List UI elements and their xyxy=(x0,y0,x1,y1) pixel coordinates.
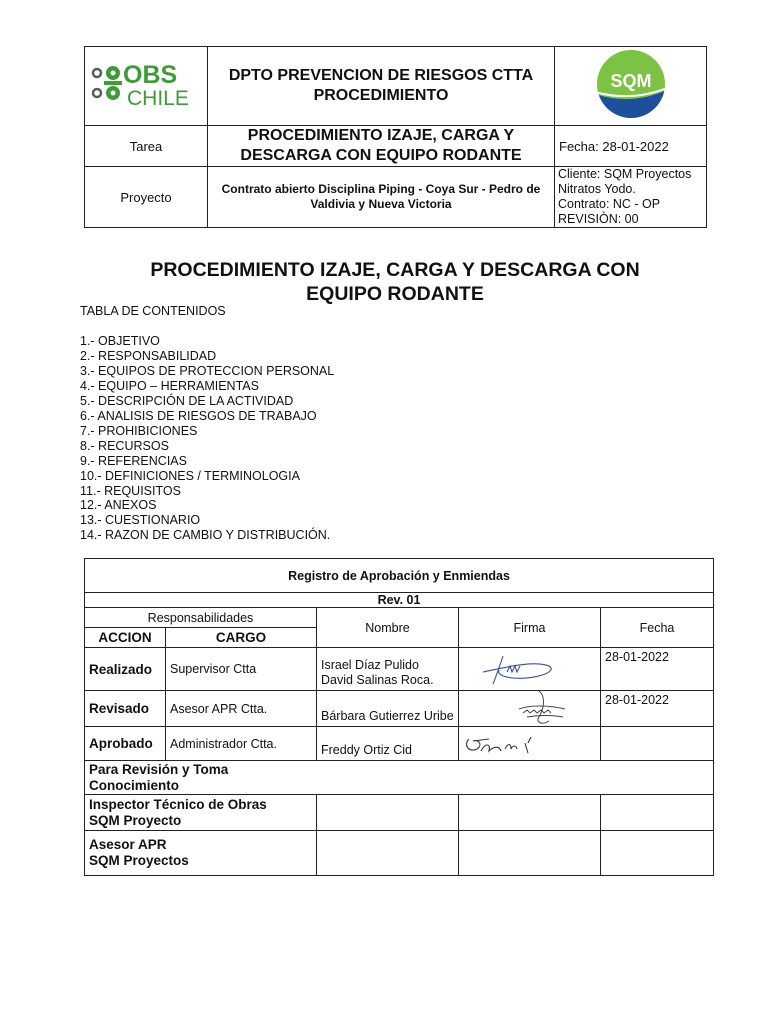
task-label: Tarea xyxy=(85,126,208,167)
toc-item: 2.- RESPONSABILIDAD xyxy=(80,348,217,363)
fecha-cell xyxy=(601,727,714,761)
person-name: David Salinas Roca. xyxy=(321,673,434,687)
asesor-cell xyxy=(85,831,317,876)
column-header-cargo: CARGO xyxy=(166,628,317,648)
toc-item: 3.- EQUIPOS DE PROTECCION PERSONAL xyxy=(80,363,335,378)
client-line: Nitratos Yodo. xyxy=(558,182,636,196)
table-of-contents xyxy=(80,334,334,543)
table-row xyxy=(85,795,714,831)
approval-table-title: Registro de Aprobación y Enmiendas xyxy=(85,559,714,593)
project-label: Proyecto xyxy=(85,167,208,228)
signature-cell xyxy=(459,795,601,831)
obs-gear-icon xyxy=(89,59,203,109)
page-title xyxy=(84,258,706,306)
department-cell xyxy=(208,47,555,126)
para-revision-cell xyxy=(85,761,714,795)
client-info xyxy=(555,167,707,228)
cargo-cell: Asesor APR Ctta. xyxy=(166,691,317,727)
toc-item: 10.- DEFINICIONES / TERMINOLOGIA xyxy=(80,468,300,483)
nombre-cell xyxy=(317,648,459,691)
asesor-line: SQM Proyectos xyxy=(89,853,189,868)
svg-text:CHILE: CHILE xyxy=(127,86,189,109)
sqm-logo xyxy=(555,47,707,126)
contract-description: Contrato abierto Disciplina Piping - Coya Sur - Pedro de Valdivia y Nueva Victoria xyxy=(208,167,555,228)
column-header-fecha: Fecha xyxy=(601,608,714,648)
person-name: Freddy Ortiz Cid xyxy=(321,743,412,757)
inspector-line: SQM Proyecto xyxy=(89,812,182,828)
signature-cell xyxy=(459,648,601,691)
fecha-cell xyxy=(601,831,714,876)
cargo-cell: Supervisor Ctta xyxy=(166,648,317,691)
signature-image xyxy=(473,650,563,690)
column-header-firma: Firma xyxy=(459,608,601,648)
fecha-cell: 28-01-2022 xyxy=(601,691,714,727)
client-line: REVISIÒN: 00 xyxy=(558,212,639,226)
column-header-nombre: Nombre xyxy=(317,608,459,648)
accion-cell: Aprobado xyxy=(85,727,166,761)
toc-item: 13.- CUESTIONARIO xyxy=(80,513,201,528)
client-line: Contrato: NC - OP xyxy=(558,197,661,211)
responsibilities-header: Responsabilidades xyxy=(85,608,317,628)
toc-item: 1.- OBJETIVO xyxy=(80,334,160,348)
fecha-cell xyxy=(601,795,714,831)
toc-item: 11.- REQUISITOS xyxy=(80,483,181,498)
sqm-circle-icon xyxy=(595,48,667,120)
toc-item: 5.- DESCRIPCIÓN DE LA ACTIVIDAD xyxy=(80,393,294,408)
column-header-accion: ACCION xyxy=(85,628,166,648)
document-date: Fecha: 28-01-2022 xyxy=(555,126,707,167)
table-row xyxy=(85,691,714,727)
toc-item: 9.- REFERENCIAS xyxy=(80,453,187,468)
client-line: Cliente: SQM Proyectos xyxy=(558,167,692,181)
signature-cell xyxy=(459,691,601,727)
document-header xyxy=(84,46,707,228)
nombre-cell xyxy=(317,727,459,761)
toc-item: 12.- ANEXOS xyxy=(80,498,157,513)
accion-cell: Realizado xyxy=(85,648,166,691)
signature-image xyxy=(509,687,579,729)
table-row xyxy=(85,831,714,876)
nombre-cell xyxy=(317,691,459,727)
document-type: PROCEDIMIENTO xyxy=(313,87,449,104)
svg-text:OBS: OBS xyxy=(123,60,178,89)
inspector-line: Inspector Técnico de Obras xyxy=(89,796,267,812)
toc-heading: TABLA DE CONTENIDOS xyxy=(80,304,226,318)
task-title xyxy=(208,126,555,167)
signature-cell xyxy=(459,831,601,876)
page-title-line2: EQUIPO RODANTE xyxy=(306,283,484,305)
para-revision-line: Conocimiento xyxy=(89,777,179,793)
table-row xyxy=(85,727,714,761)
toc-item: 4.- EQUIPO – HERRAMIENTAS xyxy=(80,378,259,393)
toc-item: 8.- RECURSOS xyxy=(80,438,169,453)
task-title-line2: DESCARGA CON EQUIPO RODANTE xyxy=(240,147,522,164)
nombre-cell xyxy=(317,831,459,876)
toc-item: 7.- PROHIBICIONES xyxy=(80,423,198,438)
page-title-line1: PROCEDIMIENTO IZAJE, CARGA Y DESCARGA CON xyxy=(150,259,640,281)
toc-item: 6.- ANALISIS DE RIESGOS DE TRABAJO xyxy=(80,408,317,423)
task-title-line1: PROCEDIMIENTO IZAJE, CARGA Y xyxy=(247,127,515,144)
table-row xyxy=(85,761,714,795)
para-revision-line: Para Revisión y Toma xyxy=(89,761,229,777)
nombre-cell xyxy=(317,795,459,831)
obs-chile-logo xyxy=(85,47,208,126)
cargo-cell: Administrador Ctta. xyxy=(166,727,317,761)
svg-text:SQM: SQM xyxy=(609,70,652,91)
toc-item: 14.- RAZON DE CAMBIO Y DISTRIBUCIÓN. xyxy=(80,528,331,543)
person-name: Israel Díaz Pulido xyxy=(321,658,419,672)
person-name: Bárbara Gutierrez Uribe xyxy=(321,709,454,723)
revision-label: Rev. 01 xyxy=(85,593,714,608)
fecha-cell: 28-01-2022 xyxy=(601,648,714,691)
table-row xyxy=(85,648,714,691)
approval-table xyxy=(84,558,714,876)
signature-cell xyxy=(459,727,601,761)
accion-cell: Revisado xyxy=(85,691,166,727)
asesor-line: Asesor APR xyxy=(89,837,167,852)
signature-image xyxy=(459,729,559,759)
inspector-cell xyxy=(85,795,317,831)
department-title: DPTO PREVENCION DE RIESGOS CTTA xyxy=(228,67,534,84)
